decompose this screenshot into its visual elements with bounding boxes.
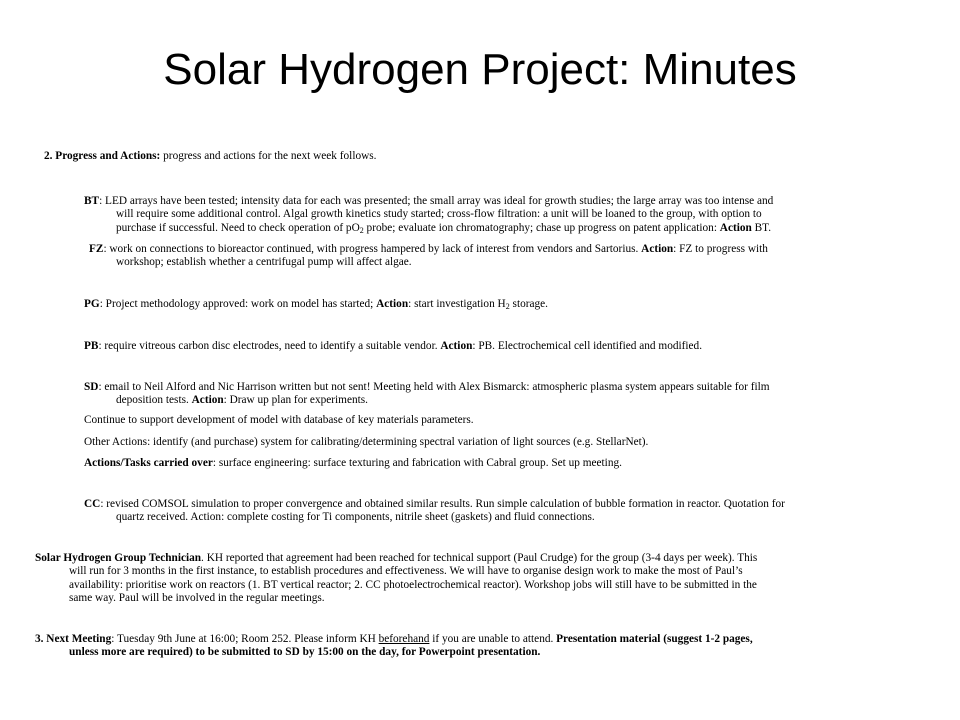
bt-action-text: BT. bbox=[751, 221, 772, 234]
sd-action-text: : Draw up plan for experiments. bbox=[223, 394, 368, 407]
other-actions-paragraph: Other Actions: identify (and purchase) system for calibrating/determining spectral variation of light sources (e.g. StellarNet). bbox=[84, 436, 649, 448]
pb-initials: PB bbox=[84, 340, 99, 352]
next-meeting-paragraph bbox=[35, 633, 753, 660]
next-meeting-text: : Tuesday 9th June at 16:00; Room 252. Please inform KH bbox=[111, 633, 379, 645]
pg-subscript: 2 bbox=[505, 302, 510, 311]
pg-text-end: storage. bbox=[509, 298, 548, 310]
pb-paragraph bbox=[84, 340, 702, 353]
cc-line-2: quartz received. Action: complete costing for Ti components, nitrile sheet (gaskets) and fluid connections. bbox=[116, 511, 595, 524]
fz-line-2: workshop; establish whether a centrifugal pump will affect algae. bbox=[116, 256, 412, 269]
fz-line-1 bbox=[89, 243, 768, 256]
sd-line-1 bbox=[84, 381, 770, 394]
technician-label: Solar Hydrogen Group Technician bbox=[35, 552, 202, 564]
fz-line-1-cont: : FZ to progress with bbox=[673, 243, 768, 255]
bt-line-3-cont: probe; evaluate ion chromatography; chase up progress on patent application: bbox=[363, 221, 720, 234]
bt-line-1-text: : LED arrays have been tested; intensity data for each was presented; the small array was ideal for growth studies; the large array was too intense and bbox=[99, 195, 774, 207]
cc-line-1-text: : revised COMSOL simulation to proper convergence and obtained similar results. Run simple calculation of bubble formation in reactor. Quotation for bbox=[100, 498, 785, 510]
technician-paragraph bbox=[35, 552, 757, 606]
bt-line-3 bbox=[84, 222, 773, 235]
technician-line-4: same way. Paul will be involved in the regular meetings. bbox=[69, 592, 325, 605]
bt-action-label: Action bbox=[719, 221, 752, 234]
progress-paragraph bbox=[44, 150, 376, 163]
pg-text: : Project methodology approved: work on model has started; bbox=[99, 298, 377, 310]
cc-line-1 bbox=[84, 498, 785, 511]
progress-text: progress and actions for the next week follows. bbox=[160, 150, 377, 162]
progress-heading: 2. Progress and Actions: bbox=[44, 150, 161, 162]
technician-line-1-text: . KH reported that agreement had been reached for technical support (Paul Crudge) for the group (3-4 days per week). This bbox=[201, 552, 758, 564]
slide-title: Solar Hydrogen Project: Minutes bbox=[163, 45, 797, 94]
fz-initials: FZ bbox=[89, 243, 104, 255]
technician-line-1 bbox=[35, 552, 757, 565]
cc-paragraph bbox=[84, 498, 785, 525]
carried-over-text: : surface engineering: surface texturing and fabrication with Cabral group. Set up meeting. bbox=[212, 457, 622, 469]
pb-text: : require vitreous carbon disc electrodes, need to identify a suitable vendor. bbox=[98, 340, 441, 352]
bt-line-1 bbox=[84, 195, 773, 208]
bt-line-3-text: purchase if successful. Need to check operation of pO bbox=[116, 221, 360, 234]
carried-over-label: Actions/Tasks carried over bbox=[84, 457, 213, 469]
bt-paragraph bbox=[84, 195, 773, 235]
carried-over-paragraph bbox=[84, 457, 622, 470]
sd-line-1-text: : email to Neil Alford and Nic Harrison written but not sent! Meeting held with Alex Bismarck: atmospheric plasma system appears suitable for film bbox=[98, 381, 770, 393]
continue-paragraph: Continue to support development of model with database of key materials parameters. bbox=[84, 414, 474, 426]
fz-line-1-text: : work on connections to bioreactor continued, with progress hampered by lack of interest from vendors and Sartorius. bbox=[103, 243, 642, 255]
sd-action-label: Action bbox=[191, 394, 224, 407]
next-meeting-text-cont: if you are unable to attend. bbox=[429, 633, 557, 645]
pg-action-label: Action bbox=[376, 298, 409, 310]
next-meeting-line-1 bbox=[35, 633, 753, 646]
bt-subscript: 2 bbox=[359, 225, 364, 235]
fz-action-label: Action bbox=[641, 243, 674, 255]
beforehand-underlined: beforehand bbox=[378, 633, 430, 645]
sd-line-2 bbox=[84, 394, 770, 407]
cc-initials: CC bbox=[84, 498, 101, 510]
pb-action-label: Action bbox=[440, 340, 473, 352]
presentation-note: Presentation material (suggest 1-2 pages, bbox=[556, 633, 753, 645]
technician-line-3: availability: prioritise work on reactors (1. BT vertical reactor; 2. CC photoelectrochemical reactor). Workshop jobs will still have to be submitted in the bbox=[69, 578, 757, 591]
sd-line-2-text: deposition tests. bbox=[116, 394, 192, 407]
next-meeting-line-2: unless more are required) to be submitted to SD by 15:00 on the day, for Powerpoint presentation. bbox=[69, 646, 541, 659]
sd-initials: SD bbox=[84, 381, 99, 393]
pg-paragraph bbox=[84, 298, 548, 311]
fz-paragraph bbox=[89, 243, 768, 270]
bt-line-2: will require some additional control. Algal growth kinetics study started; cross-flow filtration: a unit will be loaned to the group, with option to bbox=[116, 208, 762, 221]
sd-paragraph bbox=[84, 381, 770, 408]
next-meeting-label: 3. Next Meeting bbox=[35, 633, 112, 645]
pg-action-text: : start investigation H bbox=[408, 298, 506, 310]
pg-initials: PG bbox=[84, 298, 100, 310]
technician-line-2: will run for 3 months in the first instance, to establish procedures and effectiveness. We will have to organise design work to make the most of Paul’s bbox=[69, 565, 743, 578]
bt-initials: BT bbox=[84, 195, 100, 207]
pb-action-text: : PB. Electrochemical cell identified and modified. bbox=[472, 340, 703, 352]
